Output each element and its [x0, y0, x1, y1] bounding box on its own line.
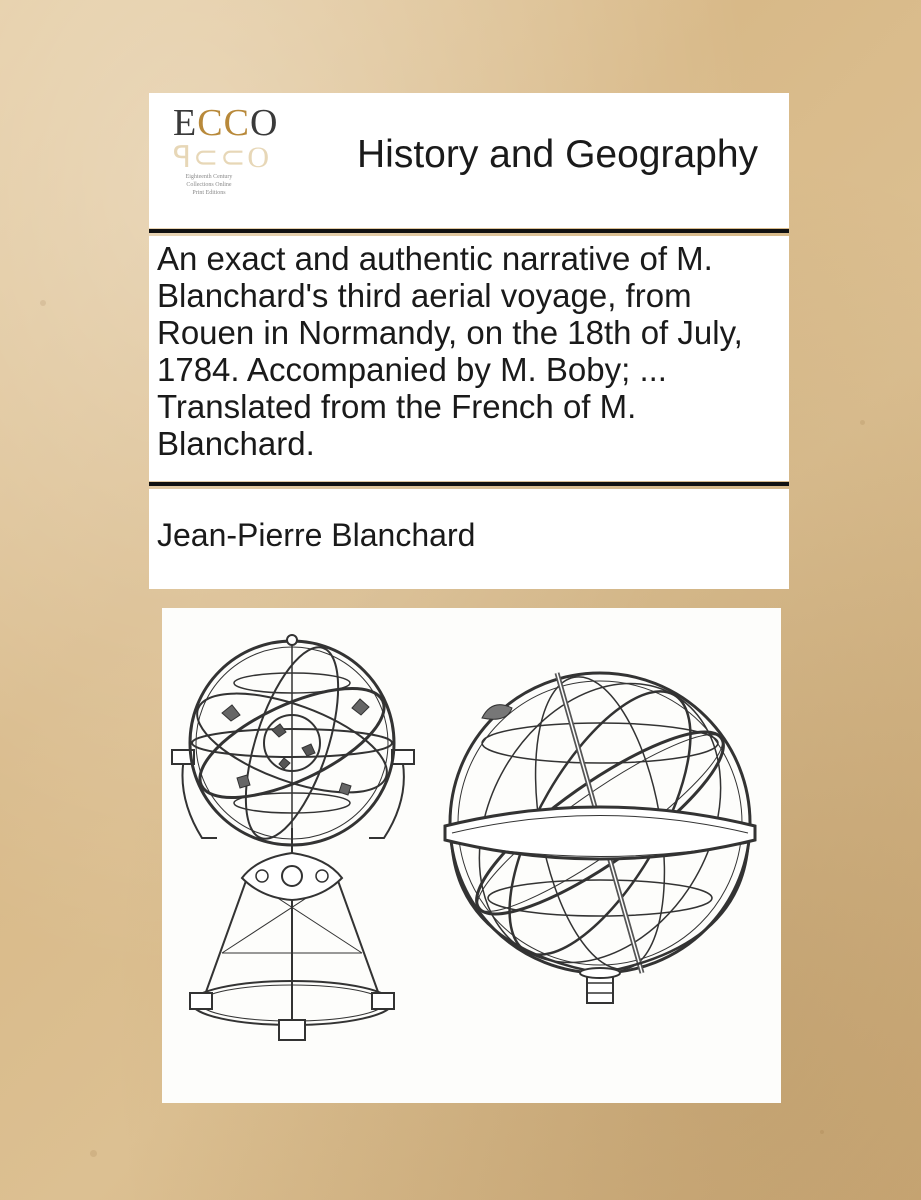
book-title: An exact and authentic narrative of M. Blanchard's third aerial voyage, from Rouen in Normandy, on the 18th of July, 1784. Accompanied by M. Boby; ... Translated from the French of M. Blanchard. [157, 240, 743, 462]
engraving-plate [162, 608, 781, 1103]
paper-speck [860, 420, 865, 425]
series-title: History and Geography [357, 133, 759, 176]
ecco-logo-reflection: ꟼ⊂⊂O [173, 141, 272, 174]
armillary-spheres-illustration [162, 608, 781, 1103]
armillary-sphere-right [431, 640, 770, 1006]
author-name: Jean-Pierre Blanchard [157, 517, 476, 553]
title-panel [149, 236, 789, 481]
author-panel [149, 489, 789, 589]
sphere-stand [190, 828, 394, 1040]
header-panel [149, 93, 789, 228]
armillary-sphere-left [172, 635, 414, 1040]
ecco-logo-fine-print-1: Eighteenth Century [185, 174, 233, 180]
paper-speck [90, 1150, 97, 1157]
paper-speck [40, 300, 46, 306]
divider-rule-bottom [149, 482, 789, 486]
ecco-logo [169, 103, 279, 221]
ecco-logo-letters: ECCO [173, 102, 279, 144]
ecco-logo-fine-print-2: Collections Online [186, 182, 232, 188]
divider-rule-top [149, 229, 789, 233]
paper-speck [820, 1130, 824, 1134]
ecco-logo-fine-print-3: Print Editions [192, 190, 226, 196]
